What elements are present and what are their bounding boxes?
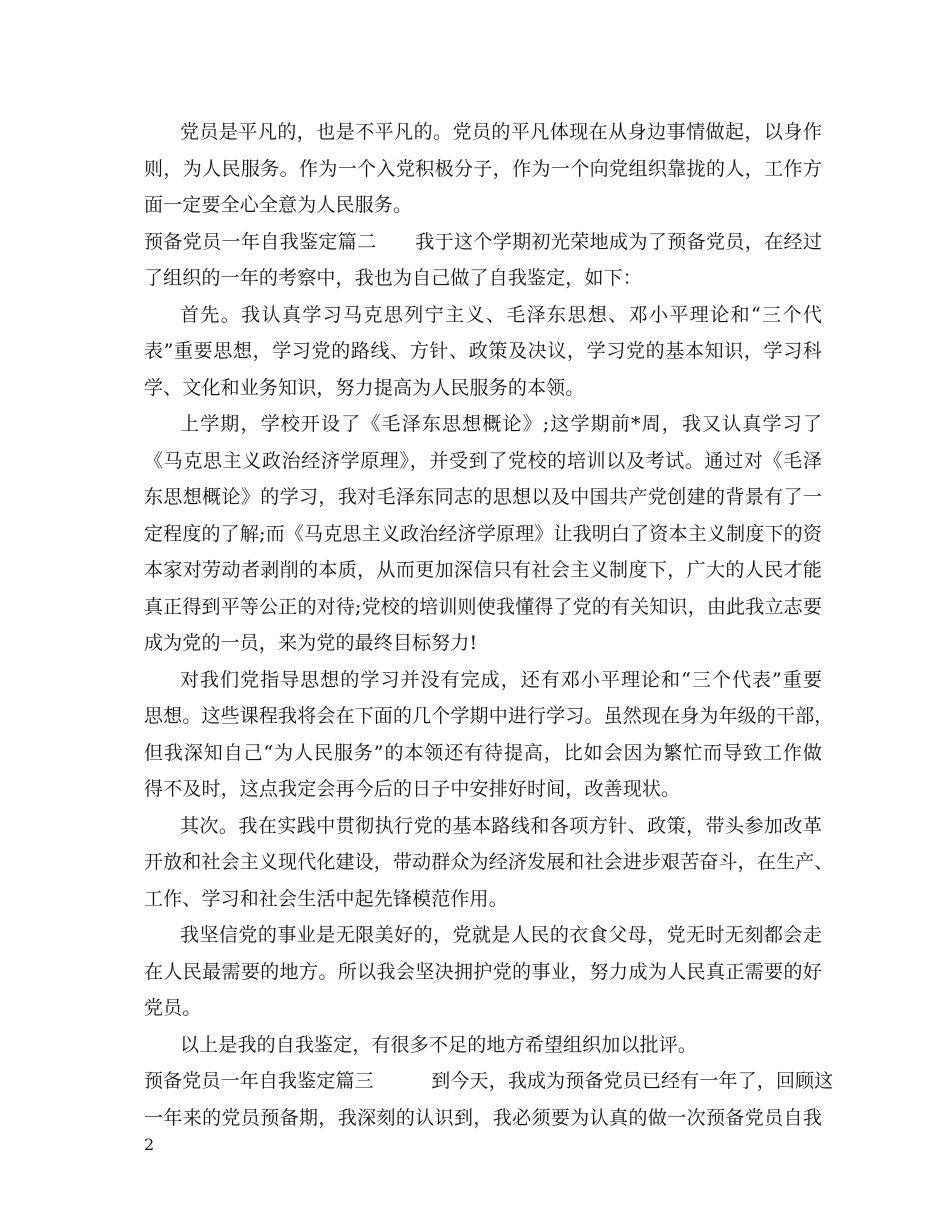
text-line: 本家对劳动者剥削的本质，从而更加深信只有社会主义制度下，广大的人民才能 — [144, 559, 822, 581]
text-line: 则，为人民服务。作为一个入党积极分子，作为一个向党组织靠拢的人，工作方 — [144, 157, 822, 180]
document-body — [144, 114, 834, 1136]
section-heading-line: 预备党员一年自我鉴定篇三 到今天，我成为预备党员已经有一年了，回顾这 — [144, 1070, 834, 1092]
text-line: 上学期，学校开设了《毛泽东思想概论》;这学期前*周，我又认真学习了 — [180, 413, 822, 435]
page-number: 2 — [144, 1135, 155, 1154]
text-line: 定程度的了解;而《马克思主义政治经济学原理》让我明白了资本主义制度下的资 — [144, 522, 822, 545]
text-line: 党员。 — [144, 997, 202, 1019]
text-line: 首先。我认真学习马克思列宁主义、毛泽东思想、邓小平理论和“三个代 — [180, 303, 822, 326]
text-line: 其次。我在实践中贯彻执行党的基本路线和各项方针、政策，带头参加改革 — [180, 814, 822, 837]
text-line: 得不及时，这点我定会再今后的日子中安排好时间，改善现状。 — [144, 778, 681, 800]
text-line: 但我深知自己“为人民服务”的本领还有待提高，比如会因为繁忙而导致工作做 — [144, 741, 822, 764]
text-line: 工作、学习和社会生活中起先锋模范作用。 — [144, 887, 508, 910]
text-line: 学、文化和业务知识，努力提高为人民服务的本领。 — [144, 376, 585, 399]
text-line: 以上是我的自我鉴定，有很多不足的地方希望组织加以批评。 — [180, 1033, 698, 1056]
section-heading-line: 预备党员一年自我鉴定篇二 我于这个学期初光荣地成为了预备党员，在经过 — [144, 230, 822, 253]
text-line: 表”重要思想，学习党的路线、方针、政策及决议，学习党的基本知识，学习科 — [144, 340, 822, 362]
text-line: 在人民最需要的地方。所以我会坚决拥护党的事业，努力成为人民真正需要的好 — [144, 960, 822, 983]
text-line: 真正得到平等公正的对待;党校的培训则使我懂得了党的有关知识，由此我立志要 — [144, 595, 822, 618]
text-line: 《马克思主义政治经济学原理》，并受到了党校的培训以及考试。通过对《毛泽 — [144, 449, 822, 472]
text-line: 了组织的一年的考察中，我也为自己做了自我鉴定，如下： — [144, 267, 642, 289]
text-line: 东思想概论》的学习，我对毛泽东同志的思想以及中国共产党创建的背景有了一 — [144, 486, 822, 508]
text-line: 对我们党指导思想的学习并没有完成，还有邓小平理论和“三个代表”重要 — [180, 668, 822, 691]
text-line: 思想。这些课程我将会在下面的几个学期中进行学习。虽然现在身为年级的干部， — [144, 705, 834, 727]
text-line: 我坚信党的事业是无限美好的，党就是人民的衣食父母，党无时无刻都会走 — [180, 924, 822, 946]
text-line: 开放和社会主义现代化建设，带动群众为经济发展和社会进步艰苦奋斗，在生产、 — [144, 851, 834, 873]
text-line: 成为党的一员，来为党的最终目标努力! — [144, 632, 478, 654]
text-line: 面一定要全心全意为人民服务。 — [144, 194, 413, 216]
text-line: 一年来的党员预备期，我深刻的认识到，我必须要为认真的做一次预备党员自我 — [144, 1106, 822, 1129]
text-line: 党员是平凡的，也是不平凡的。党员的平凡体现在从身边事情做起，以身作 — [180, 121, 822, 143]
